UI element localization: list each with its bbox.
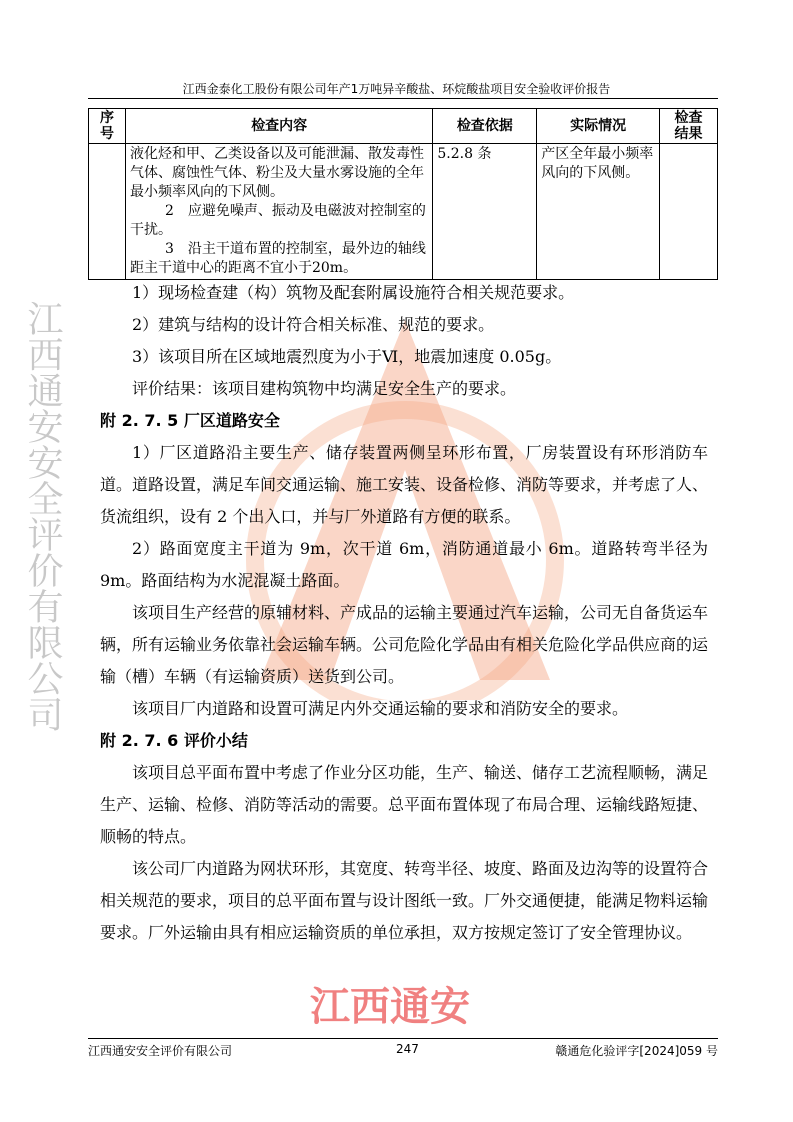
paragraph: 3）该项目所在区域地震烈度为小于Ⅵ，地震加速度 0.05g。 (132, 347, 562, 366)
paragraph: 评价结果：该项目建构筑物中均满足安全生产的要求。 (132, 379, 517, 398)
body-text (100, 277, 708, 949)
content-line: 液化烃和甲、乙类设备以及可能泄漏、散发毒性气体、腐蚀性气体、粉尘及大量水雾设施的全年最小频率风向的下风侧。 (129, 146, 424, 200)
footer-divider (88, 1038, 718, 1039)
paragraph: 2）建筑与结构的设计符合相关标准、规范的要求。 (132, 315, 495, 334)
paragraph: 该公司厂内道路为网状环形，其宽度、转弯半径、坡度、路面及边沟等的设置符合相关规范的要求，项目的总平面布置与设计图纸一致。厂外交通便捷，能满足物料运输要求。厂外运输由具有相应运输资质的单位承担，双方按规定签订了安全管理协议。 (100, 859, 709, 942)
page-header: 江西金泰化工股份有限公司年产1万吨异辛酸盐、环烷酸盐项目安全验收评价报告 (182, 82, 611, 96)
cell-result (660, 144, 718, 280)
col-header: 检查内容 (125, 109, 432, 144)
footer-company: 江西通安安全评价有限公司 (88, 1044, 233, 1058)
page-number: 247 (396, 1042, 419, 1056)
paragraph: 1）现场检查建（构）筑物及配套附属设施符合相关规范要求。 (132, 283, 575, 302)
paragraph: 2）路面宽度主干道为 9m，次干道 6m，消防通道最小 6m。道路转弯半径为 9m。路面结构为水泥混凝土路面。 (100, 539, 708, 590)
cell-actual: 产区全年最小频率风向的下风侧。 (537, 144, 660, 280)
watermark-stamp: 江西通安 (310, 984, 470, 1030)
section-heading: 附 2. 7. 6 评价小结 (100, 731, 248, 750)
cell-basis: 5.2.8 条 (433, 144, 537, 280)
content-line: 3 沿主干道布置的控制室，最外边的轴线距主干道中心的距离不宜小于20m。 (129, 241, 426, 276)
col-header: 检查依据 (433, 109, 537, 144)
watermark-text: 江西通安安全评价有限公司 (22, 300, 63, 732)
paragraph: 该项目生产经营的原辅材料、产成品的运输主要通过汽车运输，公司无自备货运车辆，所有运输业务依靠社会运输车辆。公司危险化学品由有相关危险化学品供应商的运输（槽）车辆（有运输资质）送货到公司。 (100, 603, 709, 686)
table-row (89, 144, 718, 280)
col-header: 实际情况 (537, 109, 660, 144)
col-header: 检查结果 (660, 109, 718, 144)
header-divider (88, 98, 718, 99)
cell-no (89, 144, 126, 280)
inspection-table (88, 108, 718, 280)
section-heading: 附 2. 7. 5 厂区道路安全 (100, 411, 280, 430)
paragraph: 该项目厂内道路和设置可满足内外交通运输的要求和消防安全的要求。 (132, 699, 629, 718)
paragraph: 该项目总平面布置中考虑了作业分区功能，生产、输送、储存工艺流程顺畅，满足生产、运输、检修、消防等活动的需要。总平面布置体现了布局合理、运输线路短捷、顺畅的特点。 (100, 763, 709, 846)
cell-content (125, 144, 432, 280)
footer-doc-number: 赣通危化验评字[2024]059 号 (555, 1044, 718, 1058)
col-header: 序号 (89, 109, 126, 144)
paragraph: 1）厂区道路沿主要生产、储存装置两侧呈环形布置，厂房装置设有环形消防车道。道路设置，满足车间交通运输、施工安装、设备检修、消防等要求，并考虑了人、货流组织，设有 2 个出入口，并与厂外道路有方便的联系。 (100, 443, 709, 526)
table-header-row (89, 109, 718, 144)
content-line: 2 应避免噪声、振动及电磁波对控制室的干扰。 (129, 203, 426, 238)
